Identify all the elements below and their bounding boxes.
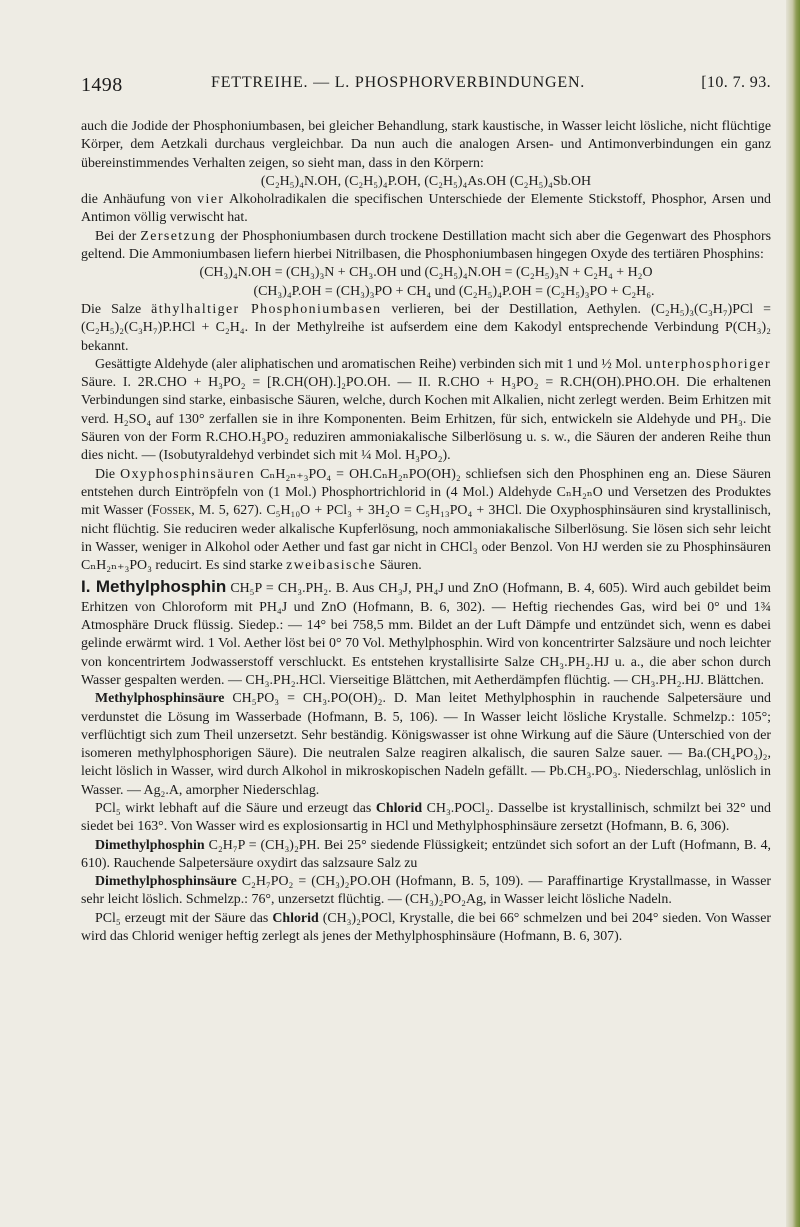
paragraph: PCl₅ wirkt lebhaft auf die Säure und erzeugt das Chlorid CH₃.POCl₂. Dasselbe ist krystallinisch, schmilzt bei 32° und siedet bei 163°. Von Wasser wird es explosionsartig in HCl und Methylphosphinsäure zersetzt (Hofmann, B. 6, 306). bbox=[81, 800, 771, 835]
formula-line: (CH₃)₄N.OH = (CH₃)₃N + CH₃.OH und (C₂H₅)₄N.OH = (C₂H₅)₃N + C₂H₄ + H₂O bbox=[199, 265, 653, 281]
book-spine-edge bbox=[786, 0, 800, 1227]
paragraph: Gesättigte Aldehyde (aler aliphatischen und aromatischen Reihe) verbinden sich mit 1 und ½ Mol. unterphosphoriger Säure. I. 2R.CHO + H₃PO₂ = [R.CH(OH).]₂PO.OH. — II. R.CHO + H₃PO₂ = R.CH(OH).PHO.OH. Die erhaltenen Verbindungen sind starke, einbasische Säuren, welche, durch Kochen mit Alkalien, nicht zerlegt werden. Beim Erhitzen mit verd. H₂SO₄ auf 130° zerfallen sie in ihre Komponenten. Beim Erhitzen, für sich, entwickeln sie Aldehyde und PH₃. Die Säuren von der Form R.CHO.H₃PO₂ reduziren ammoniakalische Silberlösung u. s. w., die Säuren der anderen Reihe thun dies nicht. — (Isobutyraldehyd verbindet sich mit ¼ Mol. H₃PO₂). bbox=[81, 356, 771, 464]
paragraph: auch die Jodide der Phosphoniumbasen, bei gleicher Behandlung, stark kaustische, in Wasser leicht lösliche, nicht flüchtige Körper, dem Aetzkali durchaus vergleichbar. Da nun auch die analogen Arsen- und Antimonverbindungen ein ganz übereinstimmendes Verhalten zeigen, so sieht man, dass in den Körpern: bbox=[81, 119, 771, 171]
entry-heading: Dimethylphosphinsäure bbox=[95, 874, 237, 890]
entry-heading: Dimethylphosphin bbox=[95, 837, 205, 853]
page-number: 1498 bbox=[81, 74, 123, 96]
paragraph: die Anhäufung von vier Alkoholradikalen die specifischen Unterschiede der Elemente Stickstoff, Phosphor, Arsen und Antimon völlig verwischt hat. bbox=[81, 192, 772, 226]
paragraph: Die Oxyphosphinsäuren CₙH₂ₙ₊₃PO₄ = OH.CₙH₂ₙPO(OH)₂ schliefsen sich den Phosphinen eng an. Diese Säuren entstehen durch Eintröpfeln von (1 Mol.) Phosphortrichlorid in (4 Mol.) Aldehyde CₙH₂ₙO und Versetzen des Produktes mit Wasser (Fossek, M. 5, 627). C₅H₁₀O + PCl₃ + 3H₂O = C₅H₁₃PO₄ + 3HCl. Die Oxyphosphinsäuren sind krystallinisch, nicht flüchtig. Sie reduciren weder alkalische Kupferlösung, noch ammoniakalische Silberlösung. Sie lösen sich sehr leicht in Wasser, weniger in Alkohol oder Aether und fast gar nicht in CHCl₃ oder Benzol. Von HJ werden sie zu Phosphinsäuren CₙH₂ₙ₊₃PO₃ reducirt. Es sind starke zweibasische Säuren. bbox=[81, 466, 771, 574]
paragraph: Bei der Zersetzung der Phosphoniumbasen durch trockene Destillation macht sich aber die Gegenwart des Phosphors geltend. Die Ammoniumbasen liefern hierbei Nitrilbasen, die Phosphoniumbasen hingegen Oxyde des tertiären Phosphins: bbox=[81, 228, 771, 263]
entry-dimethylphosphinsaeure: Dimethylphosphinsäure C₂H₇PO₂ = (CH₃)₂PO.OH (Hofmann, B. 5, 109). — Paraffinartige Krystallmasse, in Wasser sehr leicht löslich. Schmelzp.: 76°, unzersetzt flüchtig. — (CH₃)₂PO₂Ag, in Wasser leicht lösliche Nadeln. bbox=[81, 874, 771, 908]
paragraph: PCl₅ erzeugt mit der Säure das Chlorid (CH₃)₂POCl, Krystalle, die bei 66° schmelzen und bei 204° sieden. Von Wasser wird das Chlorid weniger heftig zerlegt als jenes der Methylphosphinsäure (Hofmann, B. 6, 307). bbox=[81, 910, 771, 945]
formula-line: (CH₃)₄P.OH = (CH₃)₃PO + CH₄ und (C₂H₅)₄P.OH = (C₂H₅)₃PO + C₂H₆. bbox=[253, 283, 655, 299]
running-title: FETTREIHE. — L. PHOSPHORVERBINDUNGEN. bbox=[211, 74, 586, 91]
entry-heading: Methylphosphinsäure bbox=[95, 691, 225, 707]
page bbox=[81, 74, 771, 946]
entry-methylphosphin: I. Methylphosphin CH₅P = CH₃.PH₂. B. Aus CH₃J, PH₄J und ZnO (Hofmann, B. 4, 605). Wird auch gebildet beim Erhitzen von Chloroform mit PH₄J und ZnO (Hofmann, B. 6, 302). — Heftig riechendes Gas, wird bei 0° und 1¾ Atmosphäre Druck flüssig. Siedep.: — 14° bei 758,5 mm. Bildet an der Luft Dämpfe und entzündet sich, wenn es dabei gelinde erwärmt wird. 1 Vol. Aether löst bei 0° 70 Vol. Methylphosphin. Wird von koncentrirter Salzsäure und noch leichter von koncentrirtem Jodwasserstoff verschluckt. Es entstehen krystallisirte Salze CH₃.PH₂.HJ u. a., die aber schon durch Wasser gespalten werden. — CH₃.PH₂.HCl. Vierseitige Blättchen, mit Aetherdämpfen flüchtig. — CH₃.PH₂.HJ. Blättchen. bbox=[81, 577, 771, 688]
header-date: [10. 7. 93. bbox=[701, 74, 771, 91]
entry-dimethylphosphin: Dimethylphosphin C₂H₇P = (CH₃)₂PH. Bei 25° siedende Flüssigkeit; entzündet sich sofort an der Luft (Hofmann, B. 4, 610). Rauchende Salpetersäure oxydirt das salzsaure Salz zu bbox=[81, 837, 771, 871]
paragraph: Die Salze äthylhaltiger Phosphoniumbasen verlieren, bei der Destillation, Aethylen. (C₂H₅)₃(C₃H₇)PCl = (C₂H₅)₂(C₃H₇)P.HCl + C₂H₄. In der Methylreihe ist aufserdem eine dem Kakodyl entsprechende Verbindung P(CH₃)₂ bekannt. bbox=[81, 301, 771, 354]
entry-methylphosphinsaeure: Methylphosphinsäure CH₅PO₃ = CH₃.PO(OH)₂. D. Man leitet Methylphosphin in rauchende Salpetersäure und verdunstet die Lösung im Wasserbade (Hofmann, B. 5, 106). — In Wasser leicht lösliche Krystalle. Schmelzp.: 105°; verflüchtigt sich zum Theil unzersetzt. Sehr beständig. Königswasser ist ohne Wirkung auf die Säure (Unterschied von der isomeren methylphosphorigen Säure). Die neutralen Salze reagiren alkalisch, die sauren Salze sauer. — Ba.(CH₄PO₃)₂, leicht löslich in Wasser, wird durch Alkohol in mikroskopischen Nadeln gefällt. — Pb.CH₃.PO₃. Niederschlag, unlöslich in Wasser. — Ag₂.A, amorpher Niederschlag. bbox=[81, 691, 771, 798]
entry-heading: I. Methylphosphin bbox=[81, 577, 227, 597]
page-header bbox=[81, 74, 771, 98]
page-body bbox=[81, 118, 771, 946]
formula-line: (C₂H₅)₄N.OH, (C₂H₅)₄P.OH, (C₂H₅)₄As.OH (C₂H₅)₄Sb.OH bbox=[260, 173, 592, 189]
